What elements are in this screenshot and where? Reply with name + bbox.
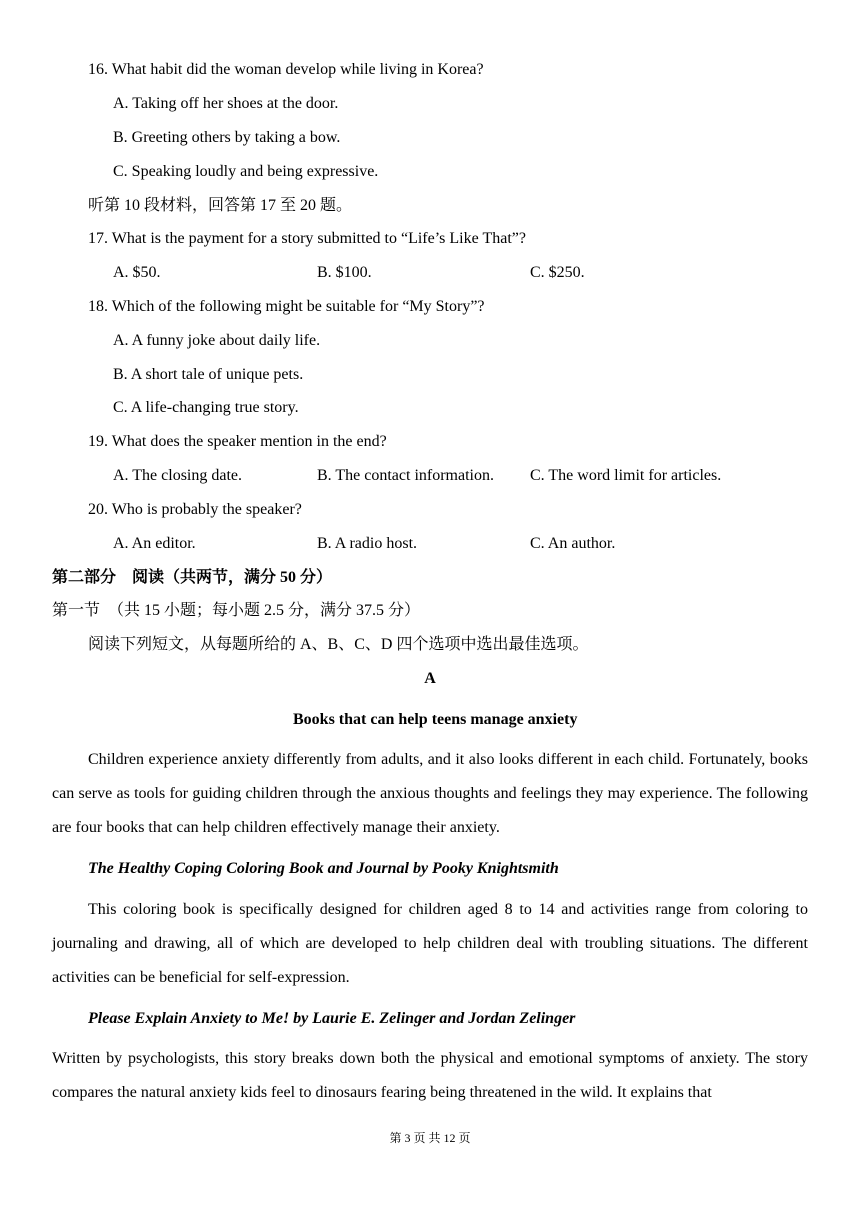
- question-19-option-b: B. The contact information.: [317, 467, 494, 484]
- question-18-option-c: C. A life-changing true story.: [113, 399, 299, 416]
- question-16-option-b: B. Greeting others by taking a bow.: [113, 129, 341, 146]
- reading-instructions: 阅读下列短文，从每题所给的 A、B、C、D 四个选项中选出最佳选项。: [88, 636, 589, 653]
- question-16-option-c: C. Speaking loudly and being expressive.: [113, 163, 379, 180]
- section-1-heading: 第一节 （共 15 小题；每小题 2.5 分，满分 37.5 分）: [52, 602, 421, 619]
- question-19-option-a: A. The closing date.: [113, 467, 243, 484]
- book-1-title: The Healthy Coping Coloring Book and Journal by Pooky Knightsmith: [88, 860, 559, 877]
- question-18-option-a: A. A funny joke about daily life.: [113, 332, 321, 349]
- question-20-option-b: B. A radio host.: [317, 535, 418, 552]
- question-17-option-b: B. $100.: [317, 264, 372, 281]
- passage-title: Books that can help teens manage anxiety: [293, 711, 578, 728]
- question-19-stem: 19. What does the speaker mention in the end?: [88, 433, 387, 450]
- book-2-title: Please Explain Anxiety to Me! by Laurie E. Zelinger and Jordan Zelinger: [88, 1010, 576, 1027]
- page-number-footer: 第 3 页 共 12 页: [389, 1131, 471, 1145]
- book-1-description: This coloring book is specifically designed for children aged 8 to 14 and activities range from coloring to journaling and drawing, all of which are developed to help children deal with troubling situations. The different activities can be beneficial for self-expression.: [52, 901, 808, 986]
- book-2-description: Written by psychologists, this story breaks down both the physical and emotional symptoms of anxiety. The story compares the natural anxiety kids feel to dinosaurs fearing being threatened in the wild. It explains that: [52, 1050, 808, 1101]
- question-17-stem: 17. What is the payment for a story submitted to “Life’s Like That”?: [88, 230, 526, 247]
- listening-section-10-intro: 听第 10 段材料，回答第 17 至 20 题。: [88, 197, 353, 214]
- question-20-option-a: A. An editor.: [113, 535, 196, 552]
- question-20-stem: 20. Who is probably the speaker?: [88, 501, 302, 518]
- question-16-option-a: A. Taking off her shoes at the door.: [113, 95, 339, 112]
- question-16-stem: 16. What habit did the woman develop while living in Korea?: [88, 61, 484, 78]
- question-18-stem: 18. Which of the following might be suitable for “My Story”?: [88, 298, 485, 315]
- question-17-option-c: C. $250.: [530, 264, 585, 281]
- question-18-option-b: B. A short tale of unique pets.: [113, 366, 304, 383]
- passage-paragraph-intro: Children experience anxiety differently from adults, and it also looks different in each child. Fortunately, books can serve as tools for guiding children through the anxious thoughts and feelings they may experience. The following are four books that can help children effectively manage their anxiety.: [52, 751, 808, 836]
- part-2-heading: 第二部分 阅读（共两节，满分 50 分）: [52, 569, 333, 586]
- passage-letter: A: [424, 670, 436, 687]
- question-17-option-a: A. $50.: [113, 264, 161, 281]
- question-20-option-c: C. An author.: [530, 535, 616, 552]
- question-19-option-c: C. The word limit for articles.: [530, 467, 722, 484]
